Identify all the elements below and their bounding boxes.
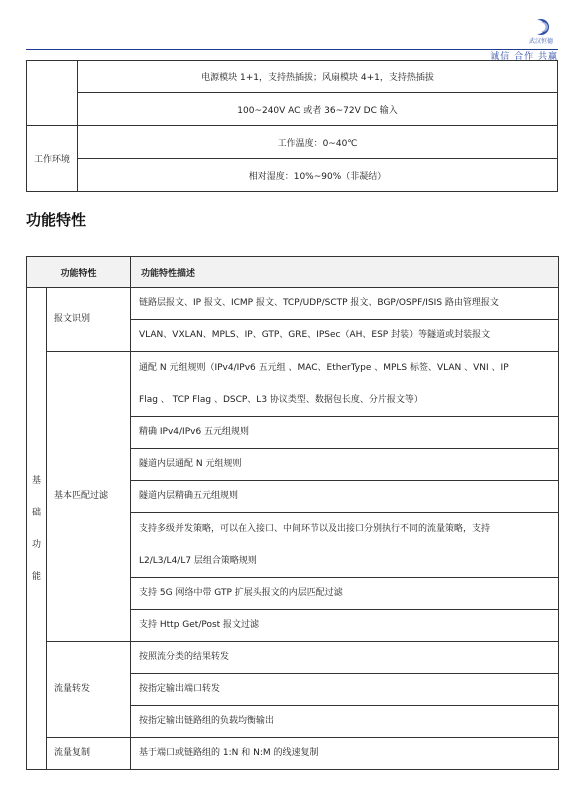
- table-row: [27, 126, 558, 159]
- category-char: 基: [31, 475, 41, 486]
- feature-item: 精确 IPv4/IPv6 五元组规则: [131, 417, 559, 449]
- env-humidity: 相对湿度：10%~90%（非凝结）: [78, 159, 558, 192]
- table-row: [27, 288, 559, 320]
- feature-item: 按照流分类的结果转发: [131, 642, 559, 674]
- group-name: 基本匹配过滤: [47, 352, 131, 642]
- feature-item: VLAN、VXLAN、MPLS、IP、GTP、GRE、IPSec（AH、ESP 封装）等隧道或封装报文: [131, 320, 559, 352]
- feature-item-line: L2/L3/L4/L7 层组合策略规则: [139, 556, 257, 566]
- group-name: 流量复制: [47, 738, 131, 770]
- feature-item: 基于端口或链路组的 1:N 和 N:M 的线速复制: [131, 738, 559, 770]
- env-label: 工作环境: [27, 126, 78, 192]
- spec-value: 100~240V AC 或者 36~72V DC 输入: [78, 93, 558, 126]
- company-logo: [524, 18, 558, 46]
- feature-item: [131, 352, 559, 417]
- category-char: 功: [31, 539, 41, 550]
- feature-item-line: 通配 N 元组规则（IPv4/IPv6 五元组 、MAC、EtherType 、MPLS 标签、VLAN 、VNI 、IP: [139, 363, 509, 373]
- feature-item: [131, 513, 559, 578]
- category-char: 础: [31, 507, 41, 518]
- column-header-feature: 功能特性: [27, 257, 131, 288]
- spec-value: 电源模块 1+1，支持热插拔；风扇模块 4+1，支持热插拔: [78, 61, 558, 93]
- table-row: [27, 352, 559, 417]
- category-cell: [27, 288, 47, 770]
- header-slogan: 诚信 合作 共赢: [490, 52, 558, 62]
- feature-item: 链路层报文、IP 报文、ICMP 报文、TCP/UDP/SCTP 报文、BGP/OSPF/ISIS 路由管理报文: [131, 288, 559, 320]
- group-name: 报文识别: [47, 288, 131, 352]
- table-row: [27, 93, 558, 126]
- section-title: 功能特性: [26, 211, 87, 229]
- spec-label-empty: [27, 61, 78, 126]
- table-header-row: [27, 257, 559, 288]
- column-header-description: 功能特性描述: [131, 257, 559, 288]
- group-name: 流量转发: [47, 642, 131, 738]
- env-temperature: 工作温度：0~40℃: [78, 126, 558, 159]
- feature-item: 隧道内层通配 N 元组规则: [131, 449, 559, 481]
- feature-item: 按指定输出端口转发: [131, 674, 559, 706]
- logo-text: 武汉恒德: [528, 38, 553, 45]
- feature-item-line: 支持多级并发策略，可以在入接口、中间环节以及出接口分别执行不同的流量策略，支持: [139, 524, 491, 534]
- category-char: 能: [31, 571, 41, 582]
- feature-item-line: Flag 、 TCP Flag 、DSCP、L3 协议类型、数据包长度、分片报文等）: [139, 395, 423, 405]
- feature-item: 按指定输出链路组的负载均衡输出: [131, 706, 559, 738]
- header-rule: [26, 49, 558, 50]
- logo-mark-icon: [530, 18, 552, 36]
- feature-item: 支持 5G 网络中带 GTP 扩展头报文的内层匹配过滤: [131, 578, 559, 610]
- feature-item: 支持 Http Get/Post 报文过滤: [131, 610, 559, 642]
- feature-item: 隧道内层精确五元组规则: [131, 481, 559, 513]
- spec-table: [26, 60, 558, 192]
- feature-table: [26, 256, 559, 770]
- table-row: [27, 642, 559, 674]
- table-row: [27, 61, 558, 93]
- table-row: [27, 159, 558, 192]
- table-row: [27, 738, 559, 770]
